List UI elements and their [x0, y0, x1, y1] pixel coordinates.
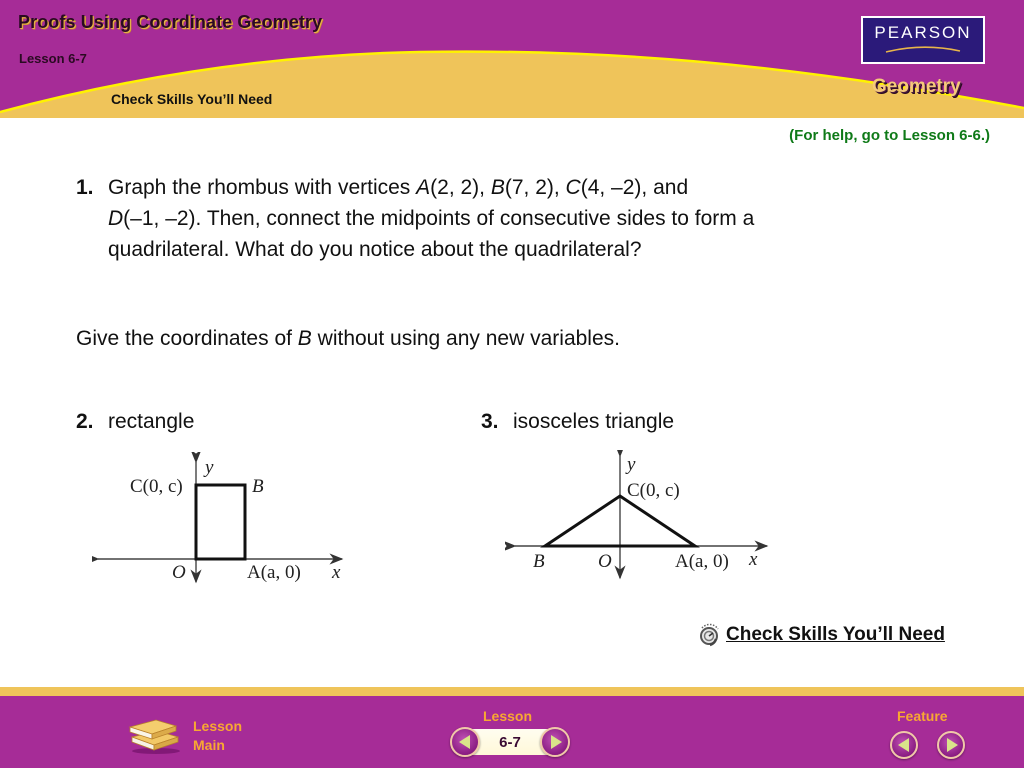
- logo-swoosh-icon: [884, 45, 962, 53]
- problem-label: isosceles triangle: [513, 410, 675, 433]
- vertex-b-label: B: [533, 551, 545, 572]
- subject-title: Geometry: [872, 76, 961, 97]
- text: quadrilateral. What do you notice about the quadrilateral?: [108, 238, 642, 261]
- arrow-right-icon: [947, 738, 958, 752]
- arrow-right-icon: [551, 735, 562, 749]
- x-label: x: [332, 562, 341, 583]
- origin-label: O: [172, 562, 186, 583]
- previous-feature-button[interactable]: [890, 731, 918, 759]
- var-d: D: [108, 207, 124, 230]
- problem-label: rectangle: [108, 410, 195, 433]
- problem-3: [481, 406, 674, 437]
- rectangle-shape: [196, 485, 245, 559]
- lesson-title: Proofs Using Coordinate Geometry: [18, 12, 323, 32]
- text: (2, 2),: [430, 176, 491, 199]
- problem-2: [76, 406, 194, 437]
- lesson-main-link[interactable]: [193, 717, 242, 755]
- previous-lesson-button[interactable]: [450, 727, 480, 757]
- publisher-name: PEARSON: [874, 23, 972, 42]
- instruction: [76, 327, 620, 351]
- y-label: y: [627, 454, 636, 475]
- next-lesson-button[interactable]: [540, 727, 570, 757]
- arrow-left-icon: [459, 735, 470, 749]
- isosceles-triangle-figure: [505, 450, 775, 580]
- footer-nav: [0, 687, 1024, 768]
- problem-1: [76, 172, 936, 261]
- text: without using any new variables.: [311, 327, 620, 350]
- text: Graph the rhombus with vertices: [108, 176, 417, 199]
- lesson-main-books-icon[interactable]: [126, 715, 186, 755]
- lesson-main-line1[interactable]: Lesson: [193, 718, 243, 734]
- lesson-main-line2[interactable]: Main: [193, 737, 225, 753]
- check-skills-link[interactable]: [698, 623, 945, 647]
- x-label: x: [749, 549, 758, 570]
- help-link[interactable]: (For help, go to Lesson 6-6.): [789, 127, 990, 144]
- stopwatch-icon: [698, 623, 722, 647]
- text: (4, –2), and: [580, 176, 689, 199]
- next-feature-button[interactable]: [937, 731, 965, 759]
- rectangle-figure: [92, 452, 352, 592]
- problem-1-text: [108, 172, 928, 265]
- var-b: B: [297, 327, 312, 350]
- header: [0, 0, 1024, 118]
- var-b: B: [490, 176, 505, 199]
- arrow-left-icon: [898, 738, 909, 752]
- vertex-a-label: A(a, 0): [247, 562, 301, 583]
- var-c: C: [565, 176, 581, 199]
- problem-number: 2.: [76, 410, 94, 433]
- problem-number: 1.: [76, 176, 94, 199]
- footer-band: [0, 687, 1024, 696]
- vertex-c-label: C(0, c): [627, 480, 680, 501]
- text: Give the coordinates of: [76, 327, 298, 350]
- y-label: y: [205, 457, 214, 478]
- lesson-number: Lesson 6-7: [19, 51, 87, 66]
- pearson-logo: [861, 16, 985, 64]
- text: (7, 2),: [504, 176, 566, 199]
- vertex-c-label: C(0, c): [130, 476, 183, 497]
- section-title: Check Skills You’ll Need: [111, 91, 273, 107]
- current-lesson-indicator: 6-7: [470, 729, 550, 755]
- text: (–1, –2). Then, connect the midpoints of consecutive sides to form a: [123, 207, 755, 230]
- vertex-b-label: B: [252, 476, 264, 497]
- origin-label: O: [598, 551, 612, 572]
- lesson-nav-label: Lesson: [483, 708, 533, 724]
- check-skills-link-text[interactable]: Check Skills You’ll Need: [726, 624, 945, 645]
- vertex-a-label: A(a, 0): [675, 551, 729, 572]
- problem-number: 3.: [481, 410, 499, 433]
- var-a: A: [416, 176, 431, 199]
- feature-nav-label: Feature: [897, 708, 948, 724]
